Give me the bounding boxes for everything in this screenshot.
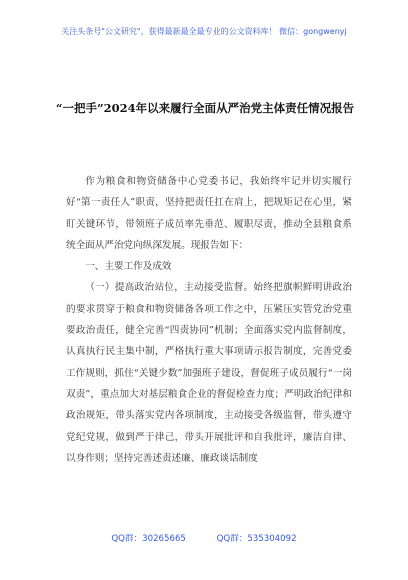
qq-group-2: QQ群：535304092 [216, 534, 297, 544]
footer-contacts [0, 532, 408, 544]
section-heading: 一、主要工作及成效 [85, 261, 172, 273]
intro-paragraph: 作为粮食和物资储备中心党委书记，我始终牢记并切实履行好“第一责任人”职责，坚持把责任扛在肩上，把规矩记在心里，紧盯关键环节，带领班子成员率先垂范、履职尽责，推动全县粮食系统全面从严治党向纵深发展。现报告如下： [66, 176, 352, 251]
document-body [66, 171, 352, 469]
promo-banner: 关注头条号"公文研究"，获得最新最全最专业的公文资料库！ 微信：gongwenyj [61, 27, 347, 36]
document-title: “一把手”2024年以来履行全面从严治党主体责任情况报告 [55, 101, 355, 115]
body-paragraph: （一）提高政治站位，主动接受监督。始终把旗帜鲜明讲政治的要求贯穿于粮食和物资储备各项工作之中，压紧压实管党治党重要政治责任，健全完善“四责协同”机制；全面落实党内监督制度，认真执行民主集中制，严格执行重大事项请示报告制度，完善党委工作规则，抓住“关键少数”加强班子建设，督促班子成员履行“一岗双责”，重点加大对基层粮食企业的督促检查力度；严明政治纪律和政治规矩，带头落实党内各项制度，主动接受各级监督，带头遵守党纪党规，做到严于律己，带头开展批评和自我批评，廉洁自律、以身作则；坚持完善述责述廉、廉政谈话制度 [66, 282, 352, 464]
qq-group-1: QQ群：30265665 [111, 534, 186, 544]
